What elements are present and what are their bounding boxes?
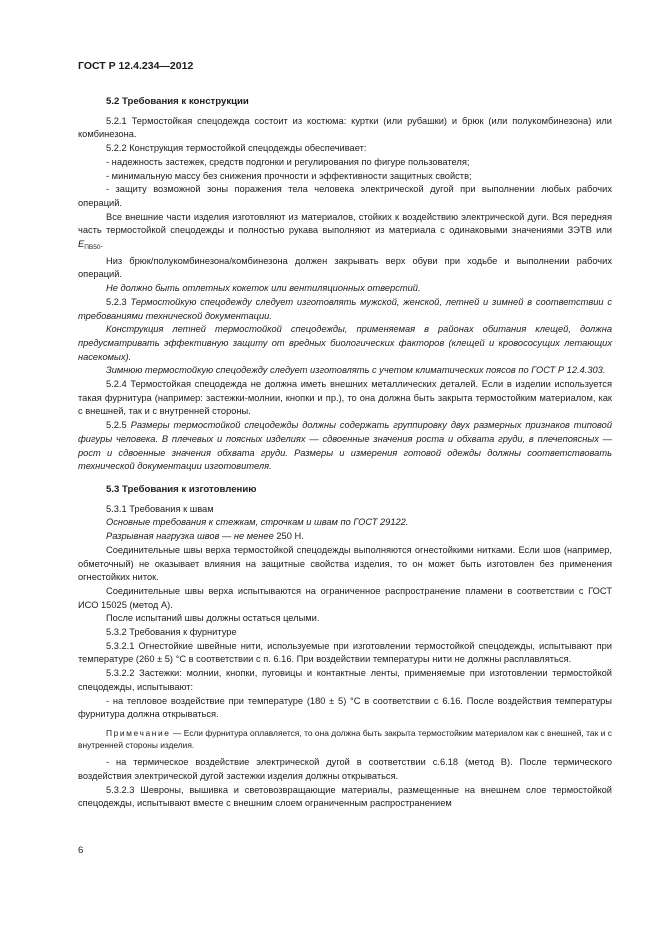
epv-symbol: E [78, 239, 85, 250]
paragraph-winter-clothing [78, 364, 612, 378]
paragraph-5-2-5 [78, 419, 612, 474]
seam-load-value: 250 Н. [273, 531, 304, 542]
winter-clothing-text: Зимнюю термостойкую спецодежду следует изготовлять с учетом климатических поясов по ГОСТ Р 12.4.303. [106, 365, 606, 376]
document-body [78, 95, 612, 811]
paragraph-5-3-2-2: 5.3.2.2 Застежки: молнии, кнопки, пуговицы и контактные ленты, применяемые при изготовлении термостойкой спецодежды, испытывают: [78, 668, 612, 692]
note-label: Примечание [106, 727, 171, 738]
paragraph-stitches [78, 516, 612, 530]
list-item-protection: - защиту возможной зоны поражения тела человека электрической дугой при выполнении любых рабочих операций. [78, 184, 612, 208]
paragraph-5-3-2-1: 5.3.2.1 Огнестойкие швейные нити, используемые при изготовлении термостойкой спецодежды, испытывают при температуре (260 ± 5) °С в соответствии с п. 6.16. При воздействии температуры нити не должны расплавляться. [78, 640, 612, 665]
text-5-2-3: Термостойкую спецодежду следует изготовлять мужской, женской, летней и зимней в соответствии с требованиями технической документации. [78, 296, 612, 321]
paragraph-trousers-bottom: Низ брюк/полукомбинезона/комбинезона должен закрывать верх обуви при ходьбе и выполнении рабочих операций. [78, 255, 612, 280]
epv-subscript: ПВ50 [84, 244, 101, 252]
paragraph-outer-parts [78, 211, 612, 255]
note [78, 727, 612, 751]
section-5-2-title: 5.2 Требования к конструкции [106, 96, 249, 107]
paragraph-seams-intact: После испытаний швы должны остаться целыми. [106, 613, 320, 624]
paragraph-5-3-1: 5.3.1 Требования к швам [106, 503, 214, 514]
paragraph-5-2-2: 5.2.2 Конструкция термостойкой спецодежды обеспечивает: [106, 143, 367, 154]
standard-header: ГОСТ Р 12.4.234—2012 [78, 60, 194, 72]
number-5-2-3: 5.2.3 [106, 296, 131, 307]
paragraph-5-3-2: 5.3.2 Требования к фурнитуре [106, 627, 237, 638]
seam-load-text: Разрывная нагрузка швов — не менее [106, 531, 274, 542]
paragraph-5-2-4: 5.2.4 Термостойкая спецодежда не должна иметь внешних металлических деталей. Если в изделии используется такая фурнитура (например: застежки-молнии, кнопки и пр.), то она должна быть закрыта термостойким материалом, как с внешней, так и с внутренней стороны. [78, 379, 612, 417]
note-text: — Если фурнитура оплавляется, то она должна быть закрыта термостойким материалом как с внешней, так и с внутренней стороны изделия. [78, 727, 612, 751]
paragraph-5-2-3 [78, 296, 612, 323]
stitches-text: Основные требования к стежкам, строчкам и швам по ГОСТ 29122. [106, 517, 409, 528]
outer-parts-text: Все внешние части изделия изготовляют из материалов, стойких к воздействию электрической дуги. Вся передняя часть термостойкой спецодежды и полностью рукава выполняют из материала с одинаковыми значениями ЗЭТВ или [78, 211, 612, 236]
list-item-arc-test: - на термическое воздействие электрической дугой в соответствии с.6.18 (метод В). После термического воздействия электрической дугой застежки изделия должны открываться. [78, 757, 612, 782]
paragraph-seam-load [78, 530, 612, 544]
text-5-2-5: Размеры термостойкой спецодежды должны содержать группировку двух размерных признаков типовой фигуры человека. В плечевых и поясных изделиях — сдвоенные значения роста и обхвата груди, в плечепоясных — рост и сдвоенные значения обхвата груди. Размеры и измерения готовой одежды должны соответствовать технической документации изготовителя. [78, 420, 612, 472]
paragraph-5-3-2-3: 5.3.2.3 Шевроны, вышивка и световозвращающие материалы, размещенные на внешнем слое термостойкой спецодежды, испытывают вместе с внешним слоем ограниченным распространением [78, 784, 612, 809]
list-item-fasteners: - надежность застежек, средств подгонки и регулирования по фигуре пользователя; [106, 156, 470, 167]
no-yokes-text: Не должно быть отлетных кокеток или вентиляционных отверстий. [106, 283, 421, 294]
paragraph-flame-test: Соединительные швы верха испытываются на ограниченное распространение пламени в соответствии с ГОСТ ИСО 15025 (метод А). [78, 585, 612, 610]
list-item-thermal-test: - на тепловое воздействие при температуре (180 ± 5) °С в соответствии с 6.16. После воздействия температуры фурнитура должна открываться. [78, 695, 612, 720]
list-item-mass: - минимальную массу без снижения прочности и эффективности защитных свойств; [106, 170, 472, 181]
outer-parts-end: . [100, 239, 104, 250]
paragraph-connecting-seams: Соединительные швы верха термостойкой спецодежды выполняются огнестойкими нитками. Если шов (например, обметочный) не оказывает влияния на защитные свойства изделия, то он может быть изготовлен без применения огнестойких ниток. [78, 544, 612, 583]
paragraph-no-yokes [78, 282, 612, 296]
paragraph-5-2-1: 5.2.1 Термостойкая спецодежда состоит из костюма: куртки (или рубашки) и брюк (или полукомбинезона) или комбинезона. [78, 115, 612, 140]
paragraph-summer-clothing [78, 323, 612, 364]
page-number: 6 [78, 845, 84, 856]
section-5-3-title: 5.3 Требования к изготовлению [106, 483, 257, 495]
summer-clothing-text: Конструкция летней термостойкой спецодежды, применяемая в районах обитания клещей, должна предусматривать эффективную защиту от вредных биологических факторов (клещей и кровососущих летающих насекомых). [78, 324, 612, 362]
number-5-2-5: 5.2.5 [106, 420, 131, 431]
